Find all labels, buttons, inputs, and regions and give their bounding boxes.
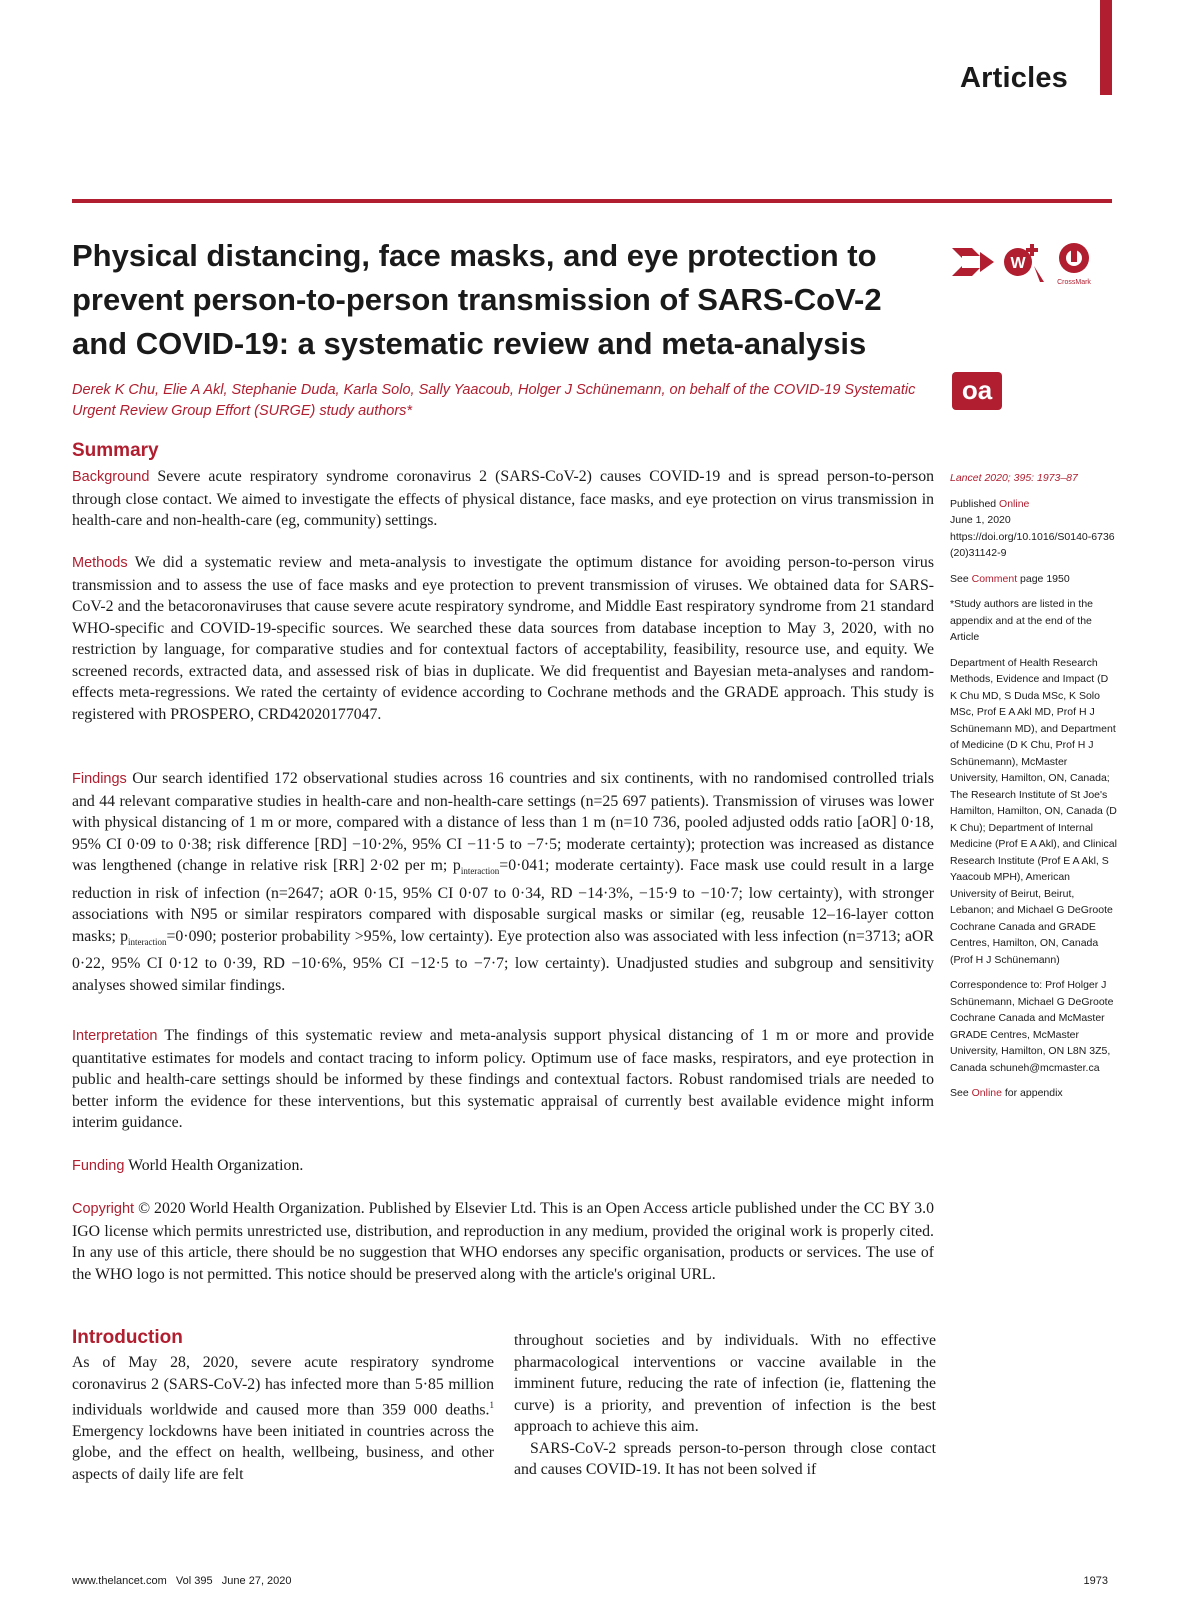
intro-col1-text: As of May 28, 2020, severe acute respiratory syndrome coronavirus 2 (SARS-CoV-2) has infected more than 5·85 million individuals worldwide and caused more than 359 000 deaths. [72, 1354, 494, 1419]
see-appendix [950, 1085, 1118, 1102]
intro-col2-para2: SARS-CoV-2 spreads person-to-person through close contact and causes COVID-19. It has not been solved if [514, 1439, 936, 1478]
affiliations: Department of Health Research Methods, Evidence and Impact (D K Chu MD, S Duda MSc, K Solo MSc, Prof E A Akl MD, Prof H J Schünemann MD), and Department of Medicine (D K Chu, Prof H J Schünemann), McMaster University, Hamilton, ON, Canada; The Research Institute of St Joe's Hamilton, Hamilton, ON, Canada (D K Chu); Department of Internal Medicine (Prof E A Akl), and Clinical Research Institute (Prof E A Akl, S Yaacoub MPH), American University of Beirut, Beirut, Lebanon; and Michael G DeGroote Cochrane Canada and GRADE Centres, Hamilton, ON, Canada (Prof H J Schünemann) [950, 656, 1117, 966]
summary-methods [72, 552, 934, 725]
open-access-globe-icon[interactable] [1004, 244, 1044, 282]
see-prefix: See [950, 572, 972, 585]
copyright-label: Copyright [72, 1201, 135, 1217]
findings-text-a: Our search identified 172 observational studies across 16 countries and six continents, with no randomised controlled trials and 44 relevant comparative studies in health-care and non-health-care settings (n=25 697 patients). Transmission of viruses was lower with physical distancing of 1 m or more, compared with a distance of less than 1 m (n=10 736, pooled adjusted odds ratio [aOR] 0·18, 95% CI 0·09 to 0·38; risk difference [RD] −10·2%, 95% CI −11·5 to −7·5; moderate certainty); protection was increased as distance was lengthened (change in relative risk [RR] 2·02 per m; p [72, 770, 934, 874]
svg-text:W: W [1010, 255, 1026, 272]
header-rule [72, 199, 1112, 203]
methods-text: We did a systematic review and meta-analysis to investigate the optimum distance for avoiding person-to-person virus transmission and to assess the use of face masks and eye protection to prevent transmission of viruses. We obtained data for SARS-CoV-2 and the betacoronaviruses that cause severe acute respiratory syndrome, and Middle East respiratory syndrome from 21 standard WHO-specific and COVID-19-specific sources. We searched these data sources from database inception to May 3, 2020, with no restriction by language, for comparative studies and for contextual factors of acceptability, feasibility, resource use, and equity. We screened records, extracted data, and assessed risk of bias in duplicate. We did frequentist and Bayesian meta-analyses and random-effects meta-regressions. We rated the certainty of evidence according to Cochrane methods and the GRADE approach. This study is registered with PROSPERO, CRD42020177047. [72, 554, 934, 723]
published-online-link[interactable]: Online [999, 497, 1030, 510]
author-list: Derek K Chu, Elie A Akl, Stephanie Duda, Karla Solo, Sally Yaacoub, Holger J Schünemann, on behalf of the COVID-19 Systematic Urgent Review Group Effort (SURGE) study authors* [72, 382, 916, 419]
intro-column-2 [514, 1330, 936, 1481]
open-access-badge: oa [952, 372, 1002, 410]
interpretation-text: The findings of this systematic review and meta-analysis support physical distancing of 1 m or more and provide quantitative estimates for models and contact tracing to inform policy. Optimum use of face masks, respirators, and eye protection in public and health-care settings should be informed by these findings and contextual factors. Robust randomised trials are needed to better inform the evidence for these interventions, but this systematic appraisal of currently best available evidence might inform interim guidance. [72, 1027, 934, 1131]
background-text: Severe acute respiratory syndrome coronavirus 2 (SARS-CoV-2) causes COVID-19 and is spread person-to-person through close contact. We aimed to investigate the effects of physical distance, face masks, and eye protection on virus transmission in health-care and non-health-care (eg, community) settings. [72, 468, 934, 529]
summary-funding [72, 1155, 934, 1178]
intro-column-1 [72, 1352, 494, 1485]
publication-date: June 1, 2020 [950, 514, 1011, 526]
correspondence: Correspondence to: Prof Holger J Schünemann, Michael G DeGroote Cochrane Canada and McMaster GRADE Centres, McMaster University, Hamilton, ON L8N 3Z5, Canada schuneh@mcmaster.ca [950, 979, 1114, 1074]
see-comment [950, 571, 1118, 588]
intro-col1-cont: Emergency lockdowns have been initiated in countries across the globe, and the effect on health, wellbeing, business, and other aspects of daily life are felt [72, 1422, 494, 1483]
reference-1[interactable]: 1 [489, 1400, 494, 1410]
article-title: Physical distancing, face masks, and eye protection to prevent person-to-person transmission of SARS-CoV-2 and COVID-19: a systematic review and meta-analysis [72, 238, 882, 361]
appendix-suffix: for appendix [1001, 1087, 1063, 1099]
background-label: Background [72, 469, 150, 485]
published-prefix: Published [950, 497, 1000, 510]
findings-label: Findings [72, 771, 127, 787]
intro-col2-para1: throughout societies and by individuals. With no effective pharmacological interventions or vaccine available in the imminent future, reducing the rate of infection (ie, flattening the curve) is a priority, and prevention of infection is the best approach to achieve this aim. [514, 1332, 936, 1435]
comment-suffix: page 1950 [1017, 572, 1070, 585]
findings-text-c: =0·090; posterior probability >95%, low certainty). Eye protection also was associated with less infection (n=3713; aOR 0·22, 95% CI 0·12 to 0·39, RD −10·6%, 95% CI −12·5 to −7·7; low certainty). Unadjusted studies and subgroup and sensitivity analyses showed similar findings. [72, 927, 934, 994]
study-note: *Study authors are listed in the appendix and at the end of the Article [950, 598, 1094, 643]
methods-label: Methods [72, 555, 128, 571]
doi-link[interactable]: https://doi.org/10.1016/S0140-6736(20)31142-9 [950, 530, 1115, 559]
interpretation-label: Interpretation [72, 1028, 158, 1044]
sidebar [950, 470, 1118, 1111]
crossmark-icon[interactable] [1057, 243, 1091, 286]
funding-text: World Health Organization. [128, 1157, 304, 1174]
summary-interpretation [72, 1025, 934, 1134]
lancet-arrow-icon[interactable] [952, 248, 994, 276]
footer-journal-info: www.thelancet.com Vol 395 June 27, 2020 [72, 1575, 292, 1587]
summary-findings [72, 768, 934, 996]
summary-heading: Summary [72, 440, 159, 461]
page-edge-bar [1100, 0, 1112, 95]
see-prefix-2: See [950, 1087, 972, 1099]
comment-link[interactable]: Comment [971, 572, 1018, 585]
publication-info [950, 496, 1118, 562]
svg-text:CrossMark: CrossMark [1057, 279, 1091, 286]
appendix-link[interactable]: Online [971, 1087, 1002, 1099]
section-label: Articles [960, 62, 1068, 94]
findings-text-b: =0·041; moderate certainty). Face mask use could result in a large reduction in risk of infection (n=2647; aOR 0·15, 95% CI 0·07 to 0·34, RD −14·3%, −15·9 to −10·7; low certainty), with stronger associations with N95 or similar respirators compared with disposable surgical masks or similar (eg, reusable 12–16-layer cotton masks; p [72, 857, 934, 945]
page-number: 1973 [1083, 1575, 1108, 1587]
summary-copyright [72, 1198, 934, 1285]
article-icons [950, 238, 1110, 288]
findings-subscript-2: interaction [128, 936, 167, 947]
funding-label: Funding [72, 1158, 125, 1174]
findings-subscript-1: interaction [460, 866, 500, 877]
introduction-heading: Introduction [72, 1327, 183, 1348]
copyright-text: © 2020 World Health Organization. Published by Elsevier Ltd. This is an Open Access article published under the CC BY 3.0 IGO license which permits unrestricted use, distribution, and reproduction in any medium, provided the original work is properly cited. In any use of this article, there should be no suggestion that WHO endorses any specific organisation, products or services. The use of the WHO logo is not permitted. This notice should be preserved along with the article's original URL. [72, 1200, 934, 1283]
citation: Lancet 2020; 395: 1973–87 [950, 472, 1078, 484]
summary-background [72, 466, 934, 532]
